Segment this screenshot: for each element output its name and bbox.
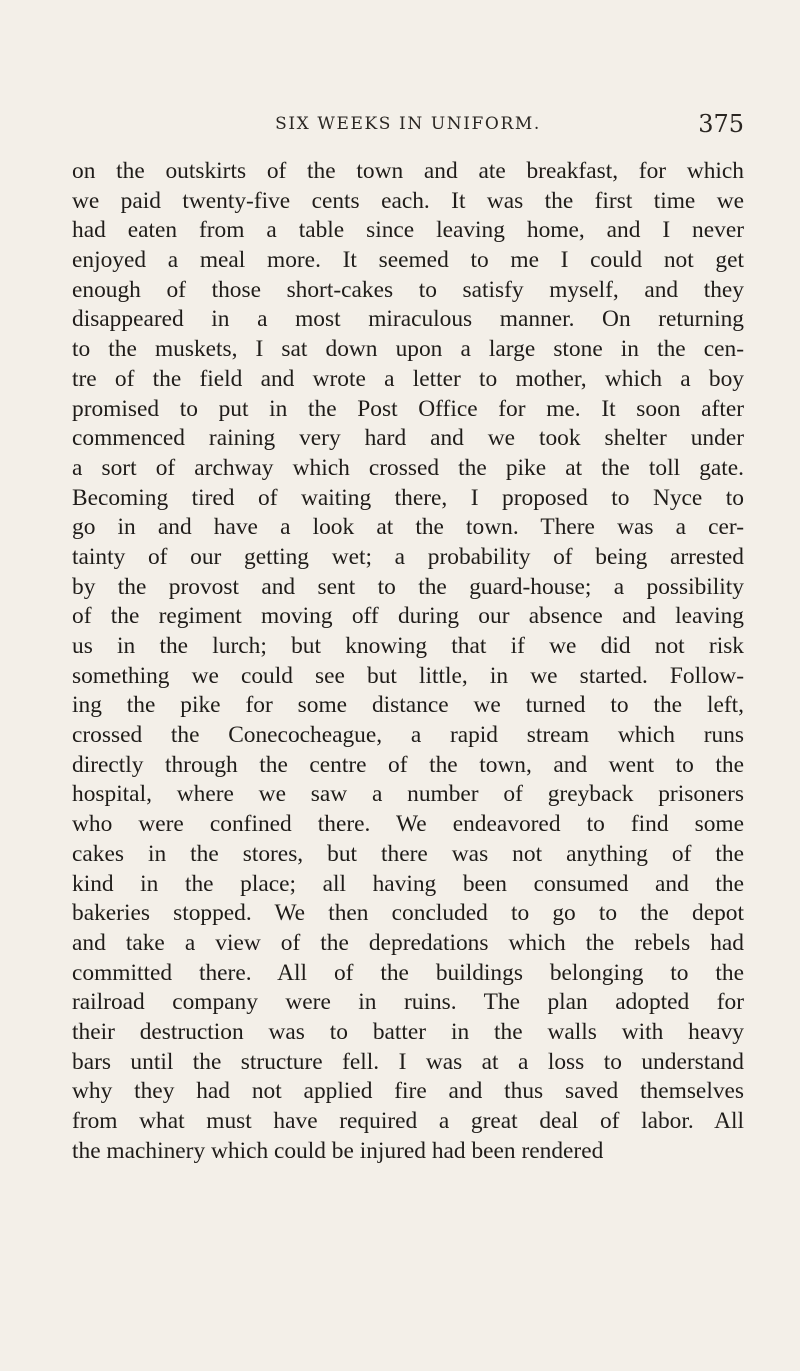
text-line: tainty of our getting wet; a probability of being arrested [72, 543, 744, 570]
text-line: bars until the structure fell. I was at a loss to understand [72, 1048, 744, 1075]
text-line: directly through the centre of the town, and went to the [72, 751, 744, 778]
text-line: promised to put in the Post Office for me. It soon after [72, 395, 744, 422]
text-line: we paid twenty-five cents each. It was the first time we [72, 187, 744, 214]
text-line: from what must have required a great deal of labor. All [72, 1108, 744, 1134]
text-line: committed there. All of the buildings belonging to the [72, 959, 744, 986]
text-line: hospital, where we saw a number of greyback prisoners [72, 781, 744, 808]
text-line: Becoming tired of waiting there, I proposed to Nyce to [72, 484, 744, 511]
text-line: ing the pike for some distance we turned to the left, [72, 692, 744, 719]
text-line: their destruction was to batter in the walls with heavy [72, 1018, 744, 1045]
text-line: a sort of archway which crossed the pike at the toll gate. [72, 454, 744, 481]
text-line: of the regiment moving off during our absence and leaving [72, 603, 744, 630]
text-line: enjoyed a meal more. It seemed to me I could not get [72, 247, 744, 274]
text-line: on the outskirts of the town and ate breakfast, for which [72, 158, 744, 184]
text-line: something we could see but little, in we started. Follow- [72, 662, 744, 689]
text-line: by the provost and sent to the guard-house; a possibility [72, 573, 744, 600]
text-line: us in the lurch; but knowing that if we did not risk [72, 633, 744, 659]
running-title: SIX WEEKS IN UNIFORM. [275, 114, 541, 134]
text-line: tre of the field and wrote a letter to mother, which a boy [72, 365, 744, 392]
text-line: who were confined there. We endeavored to find some [72, 811, 744, 838]
text-line: crossed the Conecocheague, a rapid stream which runs [72, 722, 744, 749]
text-line: and take a view of the depredations which the rebels had [72, 929, 744, 956]
text-line: bakeries stopped. We then concluded to go to the depot [72, 900, 744, 927]
text-line: why they had not applied fire and thus saved themselves [72, 1078, 744, 1105]
text-line: the machinery which could be injured had been rendered [72, 1137, 604, 1164]
text-line: kind in the place; all having been consumed and the [72, 870, 744, 897]
text-line: go in and have a look at the town. There was a cer- [72, 514, 744, 541]
text-line: enough of those short-cakes to satisfy myself, and they [72, 276, 744, 303]
text-line: cakes in the stores, but there was not anything of the [72, 840, 744, 867]
page-number: 375 [698, 110, 744, 138]
text-line: had eaten from a table since leaving home, and I never [72, 217, 744, 244]
text-line: disappeared in a most miraculous manner. On returning [72, 306, 744, 333]
text-line: commenced raining very hard and we took shelter under [72, 425, 744, 452]
body-text [72, 157, 744, 1166]
text-line: railroad company were in ruins. The plan adopted for [72, 989, 744, 1016]
text-line: to the muskets, I sat down upon a large stone in the cen- [72, 336, 744, 363]
running-head [72, 110, 744, 140]
